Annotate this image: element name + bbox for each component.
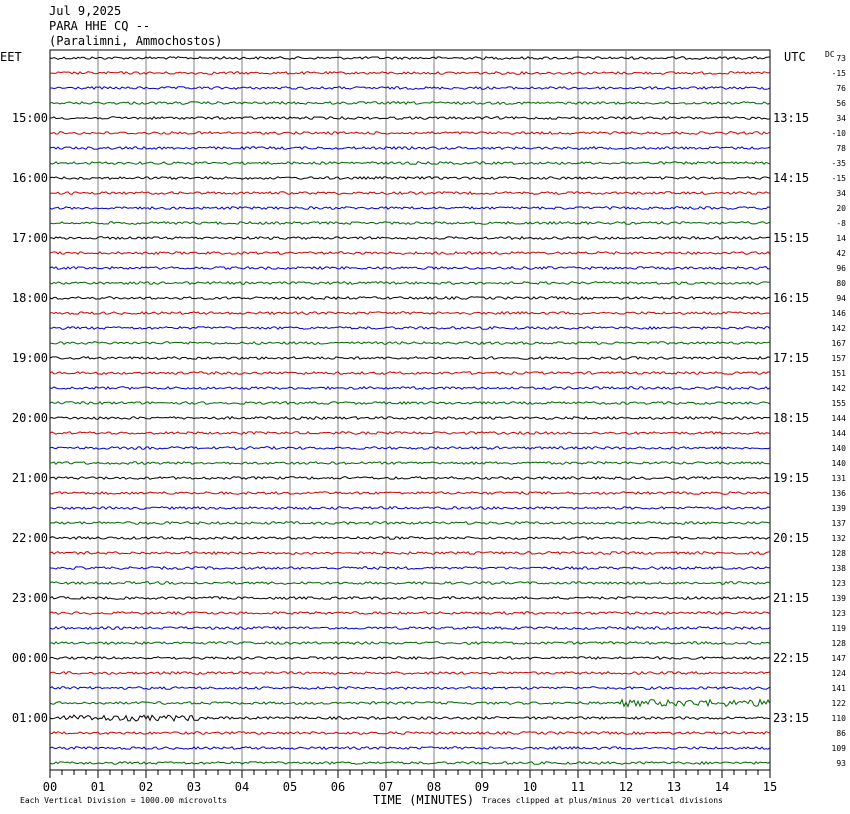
x-tick-label: 08 xyxy=(426,780,442,794)
right-time-label: 21:15 xyxy=(773,591,810,605)
dc-offset-label: 141 xyxy=(831,684,846,693)
trace-line xyxy=(50,552,770,555)
dc-offset-label: -15 xyxy=(831,69,846,78)
trace-line xyxy=(50,537,770,540)
right-time-label: 16:15 xyxy=(773,291,810,305)
dc-offset-label: 142 xyxy=(831,384,846,393)
dc-offset-label: 138 xyxy=(831,564,846,573)
dc-offset-label: 123 xyxy=(831,609,846,618)
dc-offset-label: 144 xyxy=(831,414,846,423)
right-time-label: 20:15 xyxy=(773,531,810,545)
dc-offset-label: 110 xyxy=(831,714,846,723)
trace-line xyxy=(50,297,770,300)
right-time-label: 14:15 xyxy=(773,171,810,185)
trace-line xyxy=(50,687,770,690)
right-time-label: 13:15 xyxy=(773,111,810,125)
left-time-label: 16:00 xyxy=(11,171,48,185)
x-tick-label: 03 xyxy=(186,780,202,794)
scale-note: Each Vertical Division = 1000.00 microvolts xyxy=(20,796,228,805)
dc-offset-label: 119 xyxy=(831,624,846,633)
dc-offset-label: 34 xyxy=(836,189,846,198)
date-label: Jul 9,2025 xyxy=(49,4,122,18)
dc-offset-label: 96 xyxy=(836,264,846,273)
dc-offset-label: -8 xyxy=(836,219,846,228)
x-tick-label: 05 xyxy=(282,780,298,794)
trace-line xyxy=(50,87,770,90)
trace-line xyxy=(50,715,770,721)
x-tick-label: 12 xyxy=(618,780,634,794)
dc-offset-label: 131 xyxy=(831,474,846,483)
dc-offset-label: 128 xyxy=(831,549,846,558)
right-time-label: 23:15 xyxy=(773,711,810,725)
x-tick-label: 15 xyxy=(762,780,778,794)
trace-line xyxy=(50,327,770,330)
station-label: PARA HHE CQ -- xyxy=(49,19,151,33)
dc-offset-label: 144 xyxy=(831,429,846,438)
dc-offset-label: 109 xyxy=(831,744,846,753)
dc-offset-label: 80 xyxy=(836,279,846,288)
x-tick-label: 09 xyxy=(474,780,490,794)
trace-line xyxy=(50,447,770,450)
trace-line xyxy=(50,357,770,360)
dc-offset-label: 122 xyxy=(831,699,846,708)
left-time-label: 15:00 xyxy=(11,111,48,125)
dc-header-label: DC xyxy=(825,50,835,59)
right-time-label: 22:15 xyxy=(773,651,810,665)
trace-line xyxy=(50,477,770,480)
dc-offset-label: 151 xyxy=(831,369,846,378)
dc-offset-label: 132 xyxy=(831,534,846,543)
x-tick-label: 10 xyxy=(522,780,538,794)
dc-offset-label: 137 xyxy=(831,519,846,528)
right-time-label: 17:15 xyxy=(773,351,810,365)
left-time-label: 18:00 xyxy=(11,291,48,305)
left-time-label: 01:00 xyxy=(11,711,48,725)
trace-line xyxy=(50,597,770,600)
dc-offset-label: 123 xyxy=(831,579,846,588)
trace-line xyxy=(50,747,770,750)
trace-line xyxy=(50,462,770,465)
trace-line xyxy=(50,57,770,60)
left-time-label: 19:00 xyxy=(11,351,48,365)
trace-line xyxy=(50,657,770,660)
x-tick-label: 07 xyxy=(378,780,394,794)
trace-line xyxy=(50,732,770,735)
x-tick-label: 13 xyxy=(666,780,682,794)
trace-line xyxy=(50,207,770,210)
dc-offset-label: 86 xyxy=(836,729,846,738)
trace-line xyxy=(50,252,770,255)
dc-offset-label: 147 xyxy=(831,654,846,663)
left-time-label: 20:00 xyxy=(11,411,48,425)
dc-offset-label: 140 xyxy=(831,444,846,453)
dc-offset-label: 78 xyxy=(836,144,846,153)
dc-offset-label: 128 xyxy=(831,639,846,648)
trace-line xyxy=(50,642,770,645)
trace-line xyxy=(50,372,770,375)
dc-offset-label: 42 xyxy=(836,249,846,258)
trace-line xyxy=(50,522,770,525)
trace-line xyxy=(50,117,770,120)
dc-offset-label: 14 xyxy=(836,234,846,243)
x-tick-label: 04 xyxy=(234,780,250,794)
x-tick-label: 01 xyxy=(90,780,106,794)
trace-line xyxy=(50,507,770,510)
trace-line xyxy=(50,192,770,195)
clip-note: Traces clipped at plus/minus 20 vertical divisions xyxy=(482,796,723,805)
x-tick-label: 02 xyxy=(138,780,154,794)
trace-line xyxy=(50,700,770,707)
left-time-label: 00:00 xyxy=(11,651,48,665)
dc-offset-label: 139 xyxy=(831,594,846,603)
trace-line xyxy=(50,567,770,570)
right-time-label: 15:15 xyxy=(773,231,810,245)
dc-offset-label: 167 xyxy=(831,339,846,348)
trace-line xyxy=(50,582,770,585)
trace-line xyxy=(50,492,770,495)
trace-line xyxy=(50,762,770,765)
dc-offset-label: 142 xyxy=(831,324,846,333)
left-time-label: 22:00 xyxy=(11,531,48,545)
dc-offset-label: 20 xyxy=(836,204,846,213)
trace-line xyxy=(50,147,770,150)
trace-line xyxy=(50,402,770,405)
left-time-label: 17:00 xyxy=(11,231,48,245)
trace-line xyxy=(50,417,770,420)
trace-line xyxy=(50,237,770,240)
plot-frame xyxy=(50,50,770,770)
trace-line xyxy=(50,177,770,180)
dc-offset-label: 76 xyxy=(836,84,846,93)
trace-line xyxy=(50,132,770,135)
x-tick-label: 11 xyxy=(570,780,586,794)
dc-offset-label: 93 xyxy=(836,759,846,768)
x-axis-title: TIME (MINUTES) xyxy=(373,793,475,807)
left-timezone-label: EET xyxy=(0,50,22,64)
dc-offset-label: 146 xyxy=(831,309,846,318)
dc-offset-label: 73 xyxy=(836,54,846,63)
x-tick-label: 06 xyxy=(330,780,346,794)
dc-offset-label: -10 xyxy=(831,129,846,138)
trace-line xyxy=(50,612,770,615)
trace-line xyxy=(50,267,770,270)
left-time-label: 21:00 xyxy=(11,471,48,485)
trace-line xyxy=(50,72,770,75)
dc-offset-label: -35 xyxy=(831,159,846,168)
right-time-label: 19:15 xyxy=(773,471,810,485)
trace-line xyxy=(50,627,770,630)
dc-offset-label: 56 xyxy=(836,99,846,108)
right-timezone-label: UTC xyxy=(784,50,806,64)
dc-offset-label: 34 xyxy=(836,114,846,123)
right-time-label: 18:15 xyxy=(773,411,810,425)
trace-line xyxy=(50,102,770,105)
trace-line xyxy=(50,432,770,435)
trace-line xyxy=(50,282,770,285)
dc-offset-label: 124 xyxy=(831,669,846,678)
x-tick-label: 00 xyxy=(42,780,58,794)
trace-line xyxy=(50,387,770,390)
location-label: (Paralimni, Ammochostos) xyxy=(49,34,223,48)
trace-line xyxy=(50,672,770,675)
left-time-label: 23:00 xyxy=(11,591,48,605)
dc-offset-label: 139 xyxy=(831,504,846,513)
dc-offset-label: 140 xyxy=(831,459,846,468)
trace-line xyxy=(50,312,770,315)
trace-line xyxy=(50,222,770,225)
dc-offset-label: -15 xyxy=(831,174,846,183)
dc-offset-label: 94 xyxy=(836,294,846,303)
trace-line xyxy=(50,342,770,345)
dc-offset-label: 155 xyxy=(831,399,846,408)
trace-line xyxy=(50,162,770,165)
x-tick-label: 14 xyxy=(714,780,730,794)
dc-offset-label: 136 xyxy=(831,489,846,498)
dc-offset-label: 157 xyxy=(831,354,846,363)
